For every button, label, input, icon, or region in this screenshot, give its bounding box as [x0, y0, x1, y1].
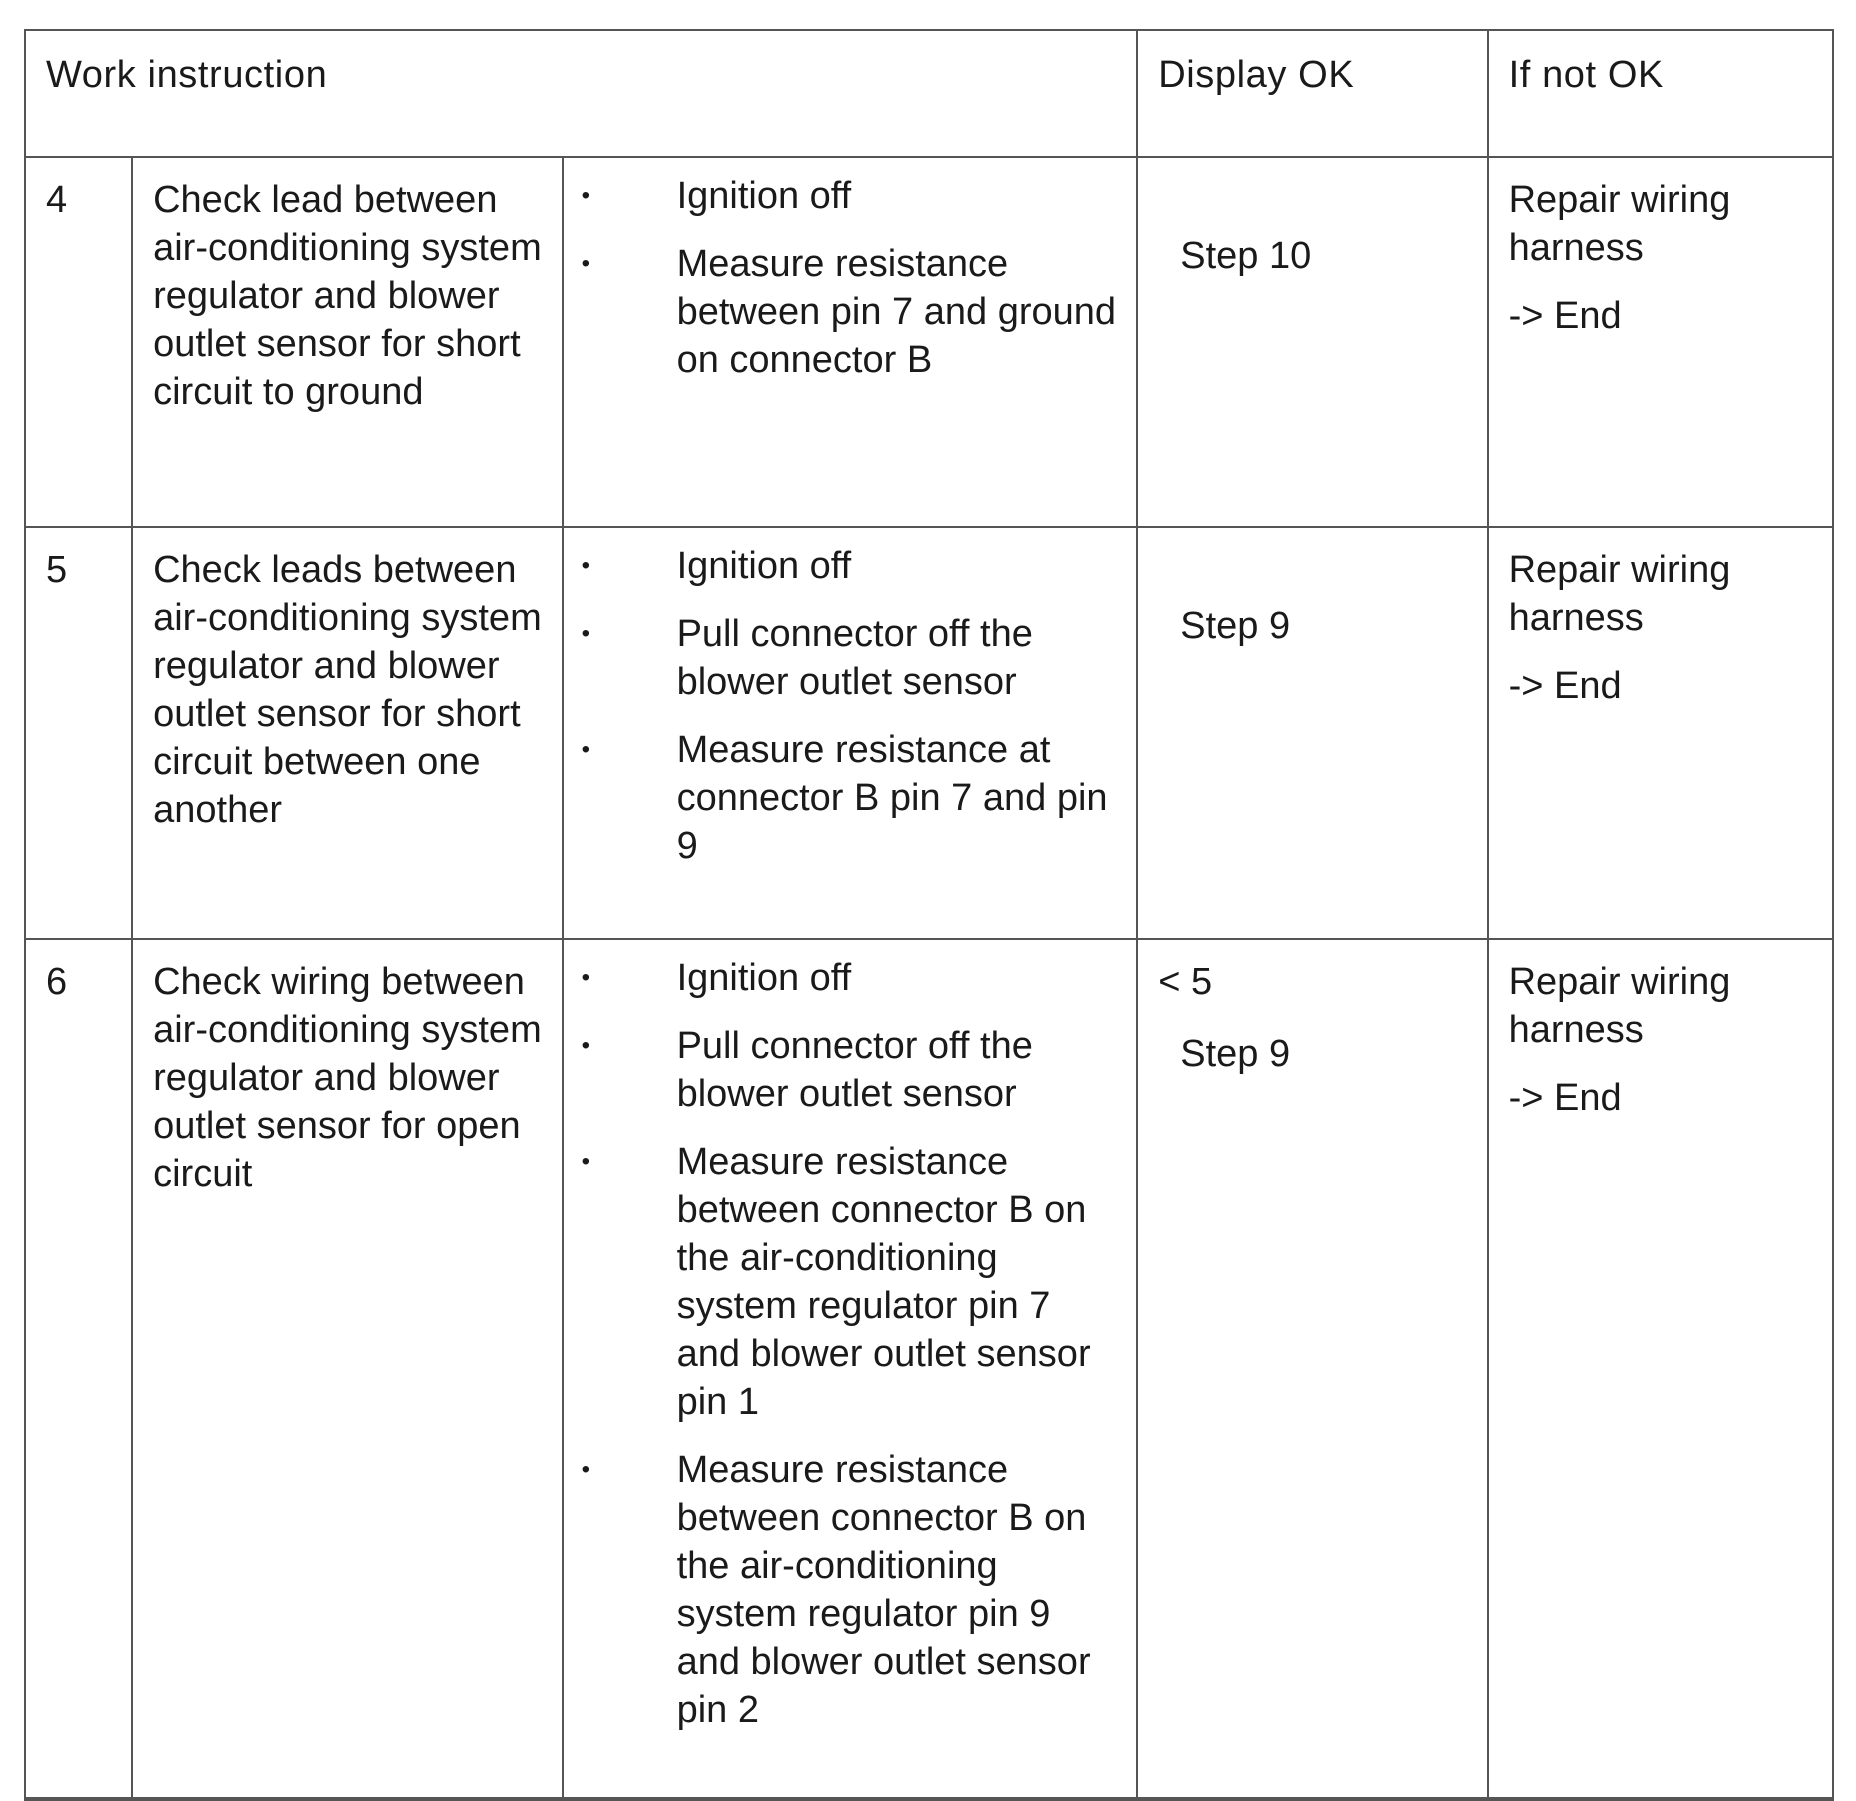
- header-if-not-ok: If not OK: [1488, 30, 1833, 157]
- instruction-text: Pull connector off the blower outlet sensor: [676, 1025, 1033, 1115]
- bullet-icon: •: [581, 182, 590, 209]
- bullet-icon: •: [581, 620, 590, 647]
- if-not-ok-next: -> End: [1508, 295, 1622, 337]
- instruction-item: [582, 542, 1121, 590]
- if-not-ok-action: Repair wiring harness: [1508, 549, 1731, 639]
- table-header-row: [25, 30, 1833, 157]
- step-number: 4: [25, 157, 132, 527]
- step-description: Check lead between air-conditioning system regulator and blower outlet sensor for short circuit to ground: [132, 157, 562, 527]
- instruction-item: [582, 240, 1121, 384]
- bullet-icon: •: [581, 552, 590, 579]
- instruction-item: [582, 610, 1121, 706]
- instruction-text: Ignition off: [676, 175, 852, 217]
- step-number: 6: [25, 939, 132, 1799]
- if-not-ok-cell: [1488, 527, 1833, 939]
- instruction-item: [582, 1446, 1121, 1734]
- instruction-text: Measure resistance between connector B on the air-conditioning system regulator pin 7 and blower outlet sensor pin 1: [676, 1141, 1091, 1423]
- header-display-ok: Display OK: [1137, 30, 1487, 157]
- step-instructions: [563, 939, 1138, 1799]
- if-not-ok-cell: [1488, 157, 1833, 527]
- if-not-ok-cell: [1488, 939, 1833, 1799]
- bullet-icon: •: [581, 250, 590, 277]
- display-ok-cell: [1137, 157, 1487, 527]
- instruction-text: Pull connector off the blower outlet sensor: [676, 613, 1033, 703]
- instruction-text: Measure resistance at connector B pin 7 and pin 9: [676, 729, 1108, 867]
- bullet-icon: •: [581, 964, 590, 991]
- display-ok-condition: < 5: [1158, 961, 1213, 1003]
- instruction-text: Ignition off: [676, 957, 852, 999]
- bullet-icon: •: [581, 1032, 590, 1059]
- step-number: 5: [25, 527, 132, 939]
- instruction-item: [582, 726, 1121, 870]
- if-not-ok-next: -> End: [1508, 1077, 1622, 1119]
- work-instruction-table: [24, 29, 1834, 1801]
- instruction-text: Ignition off: [676, 545, 852, 587]
- bullet-icon: •: [581, 736, 590, 763]
- table-row: [25, 527, 1833, 939]
- instruction-item: [582, 954, 1121, 1002]
- bullet-icon: •: [581, 1148, 590, 1175]
- display-ok-cell: [1137, 939, 1487, 1799]
- if-not-ok-action: Repair wiring harness: [1508, 961, 1731, 1051]
- bullet-icon: •: [581, 1456, 590, 1483]
- header-work-instruction: Work instruction: [25, 30, 1137, 157]
- instruction-text: Measure resistance between connector B on the air-conditioning system regulator pin 9 and blower outlet sensor pin 2: [676, 1449, 1091, 1731]
- step-instructions: [563, 527, 1138, 939]
- instruction-item: [582, 1138, 1121, 1426]
- step-instructions: [563, 157, 1138, 527]
- display-ok-cell: [1137, 527, 1487, 939]
- table-row: [25, 939, 1833, 1799]
- instruction-text: Measure resistance between pin 7 and ground on connector B: [676, 243, 1117, 381]
- step-description: Check wiring between air-conditioning system regulator and blower outlet sensor for open circuit: [132, 939, 562, 1799]
- display-ok-value: Step 9: [1180, 605, 1291, 647]
- table-row: [25, 157, 1833, 527]
- step-description: Check leads between air-conditioning system regulator and blower outlet sensor for short circuit between one another: [132, 527, 562, 939]
- if-not-ok-action: Repair wiring harness: [1508, 179, 1731, 269]
- display-ok-value: Step 9: [1180, 1033, 1291, 1075]
- instruction-item: [582, 172, 1121, 220]
- instruction-item: [582, 1022, 1121, 1118]
- if-not-ok-next: -> End: [1508, 665, 1622, 707]
- display-ok-value: Step 10: [1180, 235, 1312, 277]
